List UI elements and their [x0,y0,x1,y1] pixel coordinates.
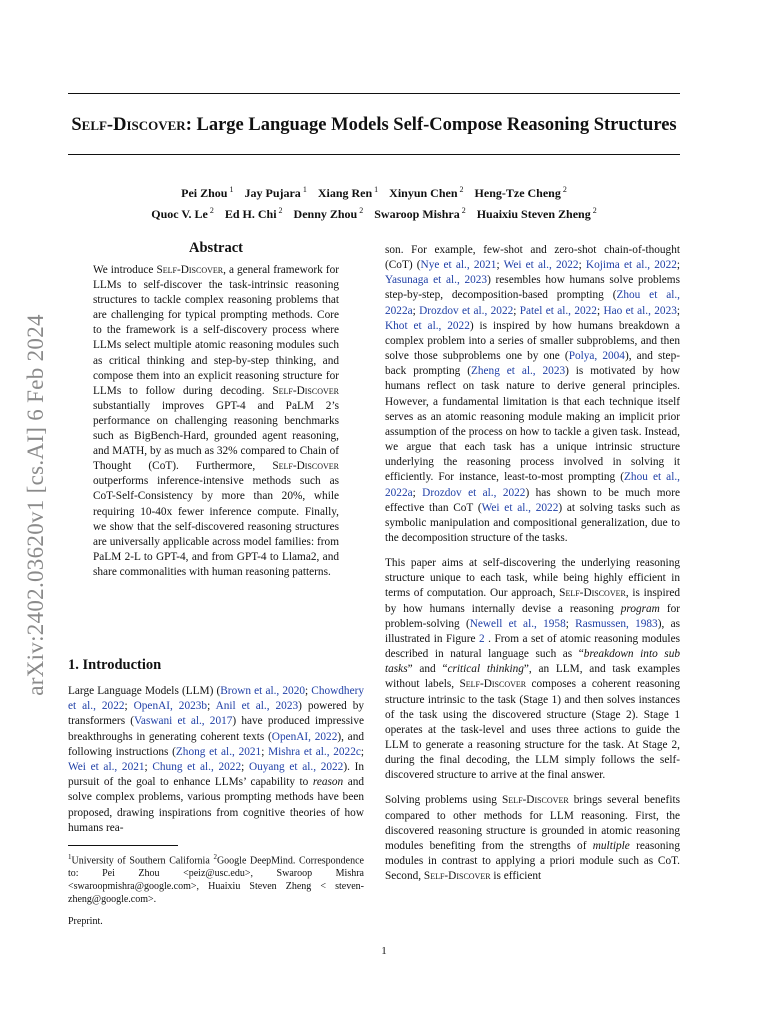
author-line-1 [68,181,680,202]
citation-link[interactable]: Zhou et al., 2022a [385,289,680,317]
citation-link[interactable]: Chowdhery et al., 2022 [68,685,364,713]
author: Xiang Ren $^1$ [317,185,379,200]
citation-link[interactable]: Zheng et al., 2023 [470,365,566,378]
affiliation-footnote: $^1$University of Southern California $^2$Google DeepMind. Correspondence to: Pei Zhou <peiz@usc.edu>, Swaroop Mishra <swaroopmishra@google.com>, Huaixiu Steven Zheng < steven-zheng@google.com>. [68,853,364,906]
citation-link[interactable]: Wei et al., 2021 [68,761,145,774]
citation-link[interactable]: Ouyang et al., 2022 [248,761,344,774]
citation-link[interactable]: OpenAI, 2023b [133,700,208,713]
preprint-note: Preprint. [68,916,103,927]
author-block [68,181,680,223]
figure-reference-link[interactable]: 2 [479,632,485,645]
author: Pei Zhou $^1$ [181,185,234,200]
citation-link[interactable]: Wei et al., 2022 [503,259,579,272]
author: Ed H. Chi $^2$ [224,206,283,221]
author: Huaixiu Steven Zheng $^2$ [476,206,597,221]
citation-link[interactable]: Anil et al., 2023 [215,700,299,713]
intro-paragraph-1: Large Language Models (LLM) (Brown et al., 2020; Chowdhery et al., 2022; OpenAI, 2023b; Anil et al., 2023) powered by transformers (Vaswani et al., 2017) have produced impressive breakthroughs in generating coherent texts (OpenAI, 2022), and following instructions (Zhong et al., 2021; Mishra et al., 2022c; Wei et al., 2021; Chung et al., 2022; Ouyang et al., 2022). In pursuit of the goal to enhance LLMs’ capability to reason and solve complex problems, various prompting methods have been proposed, drawing inspirations from cognitive theories of how humans rea- [68,685,365,834]
author: Swaroop Mishra $^2$ [374,206,466,221]
right-column [385,243,680,894]
citation-link[interactable]: Khot et al., 2022 [385,319,470,332]
citation-link[interactable]: Patel et al., 2022 [519,304,597,317]
citation-link[interactable]: Drozdov et al., 2022 [419,304,514,317]
citation-link[interactable]: OpenAI, 2022 [271,730,338,743]
citation-link[interactable]: Nye et al., 2021 [420,259,497,272]
title-rest: : Large Language Models Self-Compose Reasoning Structures [185,115,677,135]
author: Denny Zhou $^2$ [293,206,364,221]
citation-link[interactable]: Mishra et al., 2022c [268,745,361,758]
footnote-rule [68,845,178,846]
system-name: Self-Discover [71,115,186,135]
citation-link[interactable]: Zhou et al., 2022a [385,471,680,499]
author-line-2 [68,202,680,223]
author: Jay Pujara $^1$ [244,185,307,200]
citation-link[interactable]: Brown et al., 2020 [220,685,305,697]
citation-link[interactable]: Newell et al., 1958 [469,617,566,630]
citation-link[interactable]: Yasunaga et al., 2023 [385,274,488,287]
citation-link[interactable]: Hao et al., 2023 [603,304,677,317]
body-paragraph: son. For example, few-shot and zero-shot chain-of-thought (CoT) (Nye et al., 2021; Wei et al., 2022; Kojima et al., 2022; Yasunaga et al., 2023) resembles how humans solve problems step-by-step, decomposition-based prompting (Zhou et al., 2022a; Drozdov et al., 2022; Patel et al., 2022; Hao et al., 2023; Khot et al., 2022) is inspired by how humans breakdown a complex problem into a series of smaller subproblems, and then solve those subproblems one by one (Polya, 2004), and step-back prompting (Zheng et al., 2023) is motivated by how humans reflect on task nature to derive general principles. However, a fundamental limitation is that each technique itself serves as an atomic reasoning module making an implicit prior assumption of the process on how to tackle a given task. Instead, we argue that each task has a unique intrinsic structure underlying the reasoning process involved in solving it efficiently. For instance, least-to-most prompting (Zhou et al., 2022a; Drozdov et al., 2022) has shown to be much more effective than CoT (Wei et al., 2022) at solving tasks such as symbolic manipulation and compositional generalization, due to the decomposition structure of the tasks. [385,244,681,544]
author: Xinyun Chen $^2$ [389,185,464,200]
title-rule-bottom [68,154,680,155]
citation-link[interactable]: Wei et al., 2022 [481,501,559,514]
body-paragraph: This paper aims at self-discovering the underlying reasoning structure unique to each task, while being highly efficient in terms of computation. Our approach, Self-Discover, is inspired by how humans internally devise a reasoning program for problem-solving (Newell et al., 1958; Rasmussen, 1983), as illustrated in Figure 2 . From a set of atomic reasoning modules described in natural language such as “breakdown into sub tasks” and “critical thinking”, an LLM, and task examples without labels, Self-Discover composes a coherent reasoning structure intrinsic to the task (Stage 1) and then solves instances of the task using the discovered structure (Stage 2). Stage 1 operates at the task-level and uses three actions to guide the LLM to generate a reasoning structure for the task. At Stage 2, during the final decoding, the LLM simply follows the self-discovered structure to arrive at the final answer. [385,557,681,782]
body-paragraph: Solving problems using Self-Discover brings several benefits compared to other methods for LLM reasoning. First, the discovered reasoning structure is grounded in atomic reasoning modules benefiting from the strengths of multiple reasoning modules in contrast to applying a priori module such as CoT. Second, Self-Discover is efficient [385,794,680,883]
author: Quoc V. Le $^2$ [151,206,214,221]
paper-title [68,112,680,138]
abstract-heading: Abstract [189,240,243,256]
title-rule-top [68,93,680,94]
citation-link[interactable]: Kojima et al., 2022 [585,259,677,272]
abstract-text: We introduce Self-Discover, a general framework for LLMs to self-discover the task-intrinsic reasoning structures to tackle complex reasoning problems that are challenging for typical prompting methods. Core to the framework is a self-discovery process where LLMs select multiple atomic reasoning modules such as critical thinking and step-by-step thinking, and compose them into an explicit reasoning structure for LLMs to follow during decoding. Self-Discover substantially improves GPT-4 and PaLM 2’s performance on challenging reasoning benchmarks such as BigBench-Hard, grounded agent reasoning, and MATH, by as much as 32% compared to Chain of Thought (CoT). Furthermore, Self-Discover outperforms inference-intensive methods such as CoT-Self-Consistency by more than 20%, while requiring 10-40x fewer inference compute. Finally, we show that the self-discovered reasoning structures are universally applicable across model families: from PaLM 2-L to GPT-4, and from GPT-4 to Llama2, and share commonalities with human reasoning patterns. [93,264,339,578]
citation-link[interactable]: Zhong et al., 2021 [175,745,262,758]
citation-link[interactable]: Rasmussen, 1983 [575,617,658,630]
citation-link[interactable]: Polya, 2004 [568,350,625,363]
page-number: 1 [381,945,387,957]
citation-link[interactable]: Chung et al., 2022 [152,761,242,774]
arxiv-id-text: arXiv:2402.03620v1 [cs.AI] 6 Feb 2024 [23,314,49,696]
citation-link[interactable]: Vaswani et al., 2017 [134,715,233,728]
author: Heng-Tze Cheng $^2$ [474,185,567,200]
section-heading-introduction: 1. Introduction [68,657,162,673]
arxiv-identifier-stamp [14,290,58,720]
citation-link[interactable]: Drozdov et al., 2022 [422,486,526,499]
